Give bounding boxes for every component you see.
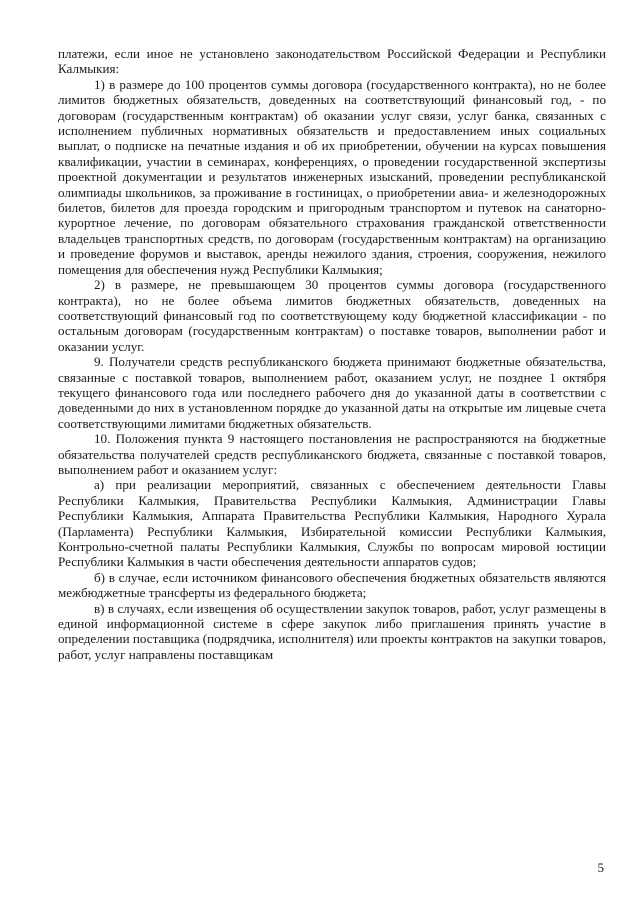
paragraph-subpoint-v: в) в случаях, если извещения об осуществлении закупок товаров, работ, услуг размещены в единой информационной системе в сфере закупок либо приглашения принять участие в определении поставщика (подрядчика, исполнителя) или проекты контрактов на закупки товаров, работ, услуг направлены поставщикам [58, 600, 606, 662]
paragraph-subpoint-2: 2) в размере, не превышающем 30 процентов суммы договора (государственного контракта), но не более объема лимитов бюджетных обязательств, доведенных на соответствующий финансовый год по соответствующему коду бюджетной классификации - по остальным договорам (государственным контрактам) о поставке товаров, выполнении работ и оказании услуг. [58, 277, 606, 354]
document-body [58, 46, 606, 662]
paragraph-subpoint-b: б) в случае, если источником финансового обеспечения бюджетных обязательств являются межбюджетные трансферты из федерального бюджета; [58, 569, 606, 601]
paragraph-point-10: 10. Положения пункта 9 настоящего постановления не распространяются на бюджетные обязательства получателей средств республиканского бюджета, связанные с поставкой товаров, выполнением работ и оказанием услуг: [58, 431, 606, 477]
paragraph-point-9: 9. Получатели средств республиканского бюджета принимают бюджетные обязательства, связанные с поставкой товаров, выполнением работ, оказанием услуг, не позднее 1 октября текущего финансового года или последнего рабочего дня до указанной даты в соответствии с доведенными до них в установленном порядке до указанной даты на открытые им лицевые счета соответствующими лимитами бюджетных обязательств. [58, 354, 606, 431]
paragraph-subpoint-1: 1) в размере до 100 процентов суммы договора (государственного контракта), но не более лимитов бюджетных обязательств, доведенных на соответствующий финансовый год, - по договорам (государственным контрактам) об оказании услуг связи, услуг банка, связанных с исполнением публичных нормативных обязательств и предоставлением иных социальных выплат, о подписке на печатные издания и об их приобретении, обучении на курсах повышения квалификации, участии в семинарах, конференциях, о проведении государственной экспертизы проектной документации и результатов инженерных изысканий, проведении республиканской олимпиады школьников, за проживание в гостиницах, о приобретении авиа- и железнодорожных билетов, билетов для проезда городским и пригородным транспортом и путевок на санаторно-курортное лечение, по договорам обязательного страхования гражданской ответственности владельцев транспортных средств, по договорам (государственным контрактам) на организацию и проведение форумов и выставок, аренды нежилого здания, строения, сооружения, нежилого помещения для обеспечения нужд Республики Калмыкия; [58, 76, 606, 277]
paragraph-continuation: платежи, если иное не установлено законодательством Российской Федерации и Республики Калмыкия: [58, 46, 606, 77]
page-number: 5 [597, 860, 604, 875]
paragraph-subpoint-a: а) при реализации мероприятий, связанных с обеспечением деятельности Главы Республики Калмыкия, Правительства Республики Калмыкия, Администрации Главы Республики Калмыкия, Аппарата Правительства Республики Калмыкия, Народного Хурала (Парламента) Республики Калмыкия, Избирательной комиссии Республики Калмыкия, Контрольно-счетной палаты Республики Калмыкия, Службы по вопросам мировой юстиции Республики Калмыкия в части обеспечения деятельности аппаратов судов; [58, 477, 606, 570]
